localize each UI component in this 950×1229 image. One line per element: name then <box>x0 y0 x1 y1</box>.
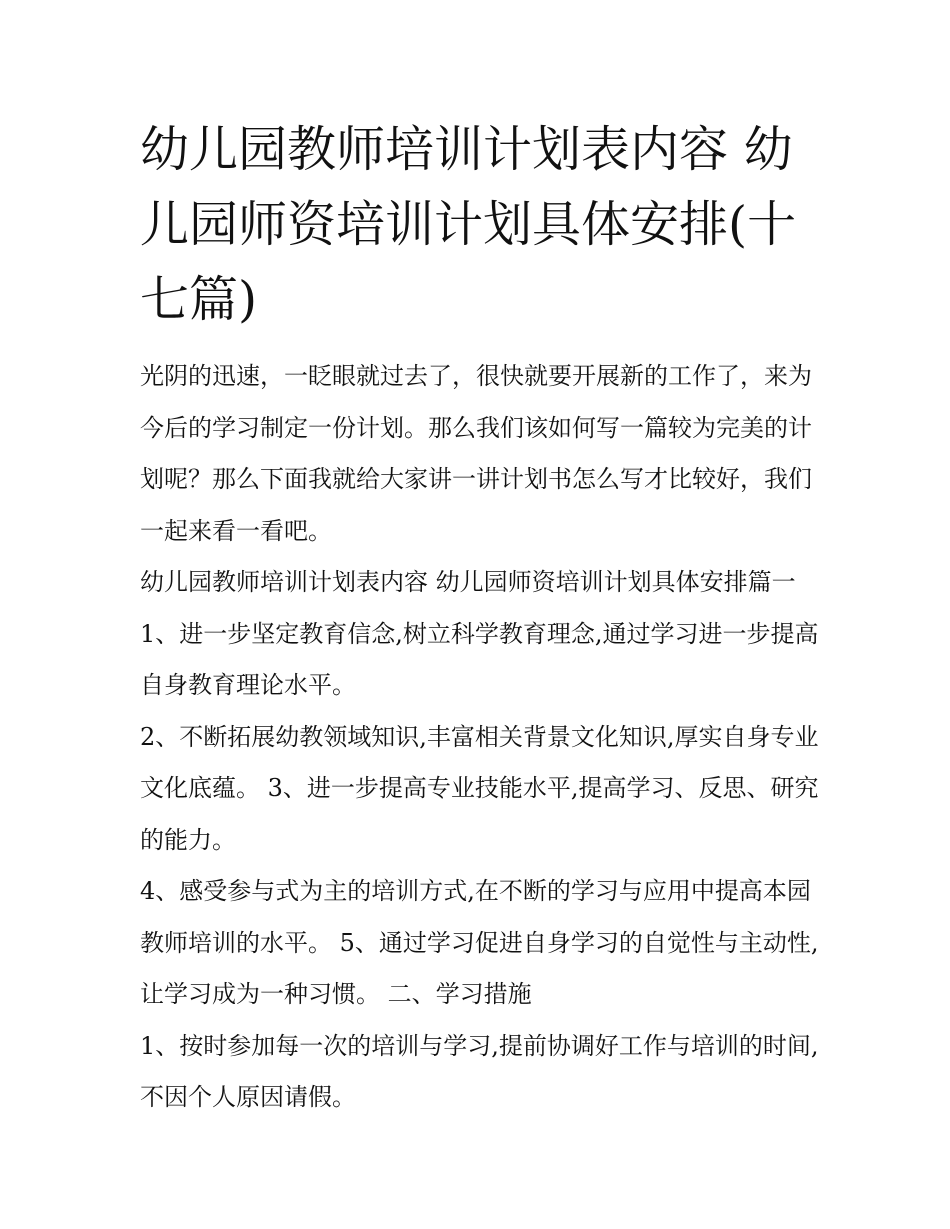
document-title: 幼儿园教师培训计划表内容 幼儿园师资培训计划具体安排(十七篇) <box>140 121 797 328</box>
paragraph-goals-2-3: 2、不断拓展幼教领域知识,丰富相关背景文化知识,厚实自身专业文化底蕴。 3、进一步提高专业技能水平,提高学习、反思、研究的能力。 <box>140 722 819 854</box>
document-body <box>140 351 820 1124</box>
paragraph-measure-1: 1、按时参加每一次的培训与学习,提前协调好工作与培训的时间,不因个人原因请假。 <box>140 1031 819 1111</box>
document-content <box>140 112 820 1124</box>
paragraph-section-one: 幼儿园教师培训计划表内容 幼儿园师资培训计划具体安排篇一 1、进一步坚定教育信念,树立科学教育理念,通过学习进一步提高自身教育理论水平。 <box>140 568 819 699</box>
paragraph-intro: 光阴的迅速，一眨眼就过去了，很快就要开展新的工作了，来为今后的学习制定一份计划。那么我们该如何写一篇较为完美的计划呢？那么下面我就给大家讲一讲计划书怎么写才比较好，我们一起来看一看吧。 <box>140 362 812 545</box>
paragraph-goals-4-5: 4、感受参与式为主的培训方式,在不断的学习与应用中提高本园教师培训的水平。 5、通过学习促进自身学习的自觉性与主动性,让学习成为一种习惯。 二、学习措施 <box>140 877 819 1008</box>
